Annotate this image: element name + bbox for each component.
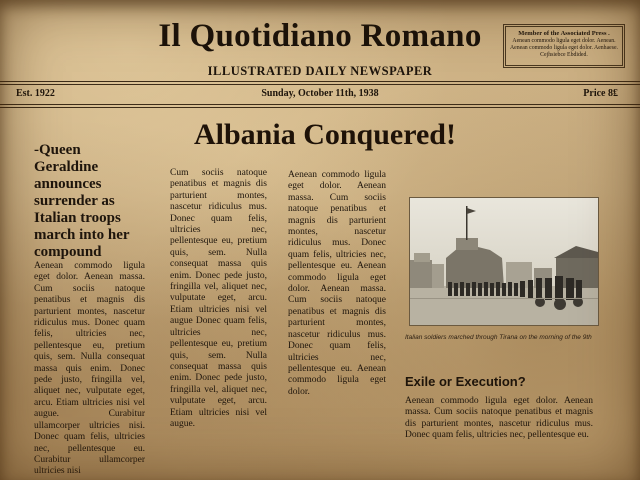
issue-date: Sunday, October 11th, 1938 <box>261 88 379 99</box>
troops-photo <box>409 197 599 326</box>
press-member-text: Aenean commodo ligula eget dolor. Aenean. Aenean commodo ligula eget dolor. Aenhaese. Cejhsiebce Ebdided. <box>509 38 618 58</box>
exile-headline: Exile or Execution? <box>405 374 526 389</box>
press-member-title: Member of the Associated Press . <box>518 30 610 37</box>
lead-subheadline: -Queen Geraldine announces surrender as Italian troops march into her compound <box>34 142 130 260</box>
photo-caption: Italian soldiers marched through Tirana on the morning of the 9th <box>405 334 592 341</box>
established-year: Est. 1922 <box>16 88 55 99</box>
press-member-box <box>503 24 625 68</box>
exile-body: Aenean commodo ligula eget dolor. Aenean massa. Cum sociis natoque penatibus et magnis dis parturient montes, nascetur ridiculus mus. Donec quam felis, ultricies nec, pellentesque eu. <box>405 396 593 441</box>
top-rule <box>0 81 640 82</box>
main-headline: Albania Conquered! <box>193 118 456 151</box>
masthead-title: Il Quotidiano Romano <box>158 18 482 54</box>
price: Price 8₤ <box>583 88 618 99</box>
column-3-body: Aenean commodo ligula eget dolor. Aenean massa. Cum sociis natoque penatibus et magnis dis parturient montes, nascetur ridiculus mus. Donec quam felis, ultricies nec, pellentesque eu. Aenean commodo ligula eget dolor. Aenean massa. Cum sociis natoque penatibus et magnis dis parturient montes, nascetur ridiculus mus. Donec quam felis, ultricies nec, pellentesque eu. Aenean commodo ligula eget dolor. <box>288 170 386 397</box>
masthead-subtitle: ILLUSTRATED DAILY NEWSPAPER <box>207 64 433 78</box>
dateline-rule-double <box>0 107 640 108</box>
dateline-rule <box>0 104 640 105</box>
column-2-body: Cum sociis natoque penatibus et magnis dis parturient montes, nascetur ridiculus mus. Donec quam felis, ultricies nec, pellentesque eu, pretium quis, sem. Nulla consequat massa quis enim. Donec pede justo, fringilla vel, aliquet nec, vulputate eget, arcu. Etiam ultricies nisi vel augue Donec quam felis, ultricies nec, pellentesque eu, pretium quis, sem. Nulla consequat massa quis enim. Donec pede justo, fringilla vel, aliquet nec, vulputate eget, arcu. Etiam ultricies nisi vel augue. <box>170 168 267 429</box>
column-1-body: Aenean commodo ligula eget dolor. Aenean massa. Cum sociis natoque penatibus et magnis dis parturient montes, nascetur ridiculus mus. Donec quam felis, ultricies nec, pellentesque eu, pretium quis, sem. Nulla consequat massa quis enim. Donec pede justo, fringilla vel, aliquet nec, vulputate eget, arcu. Etiam ultricies nisi vel augue. Curabitur ullamcorper ultricies nisi. Donec quam felis, ultricies nec, pellentesque eu. Curabitur ullamcorper ultricies nisi <box>34 261 145 477</box>
top-rule-double <box>0 84 640 85</box>
column-1 <box>34 142 145 478</box>
